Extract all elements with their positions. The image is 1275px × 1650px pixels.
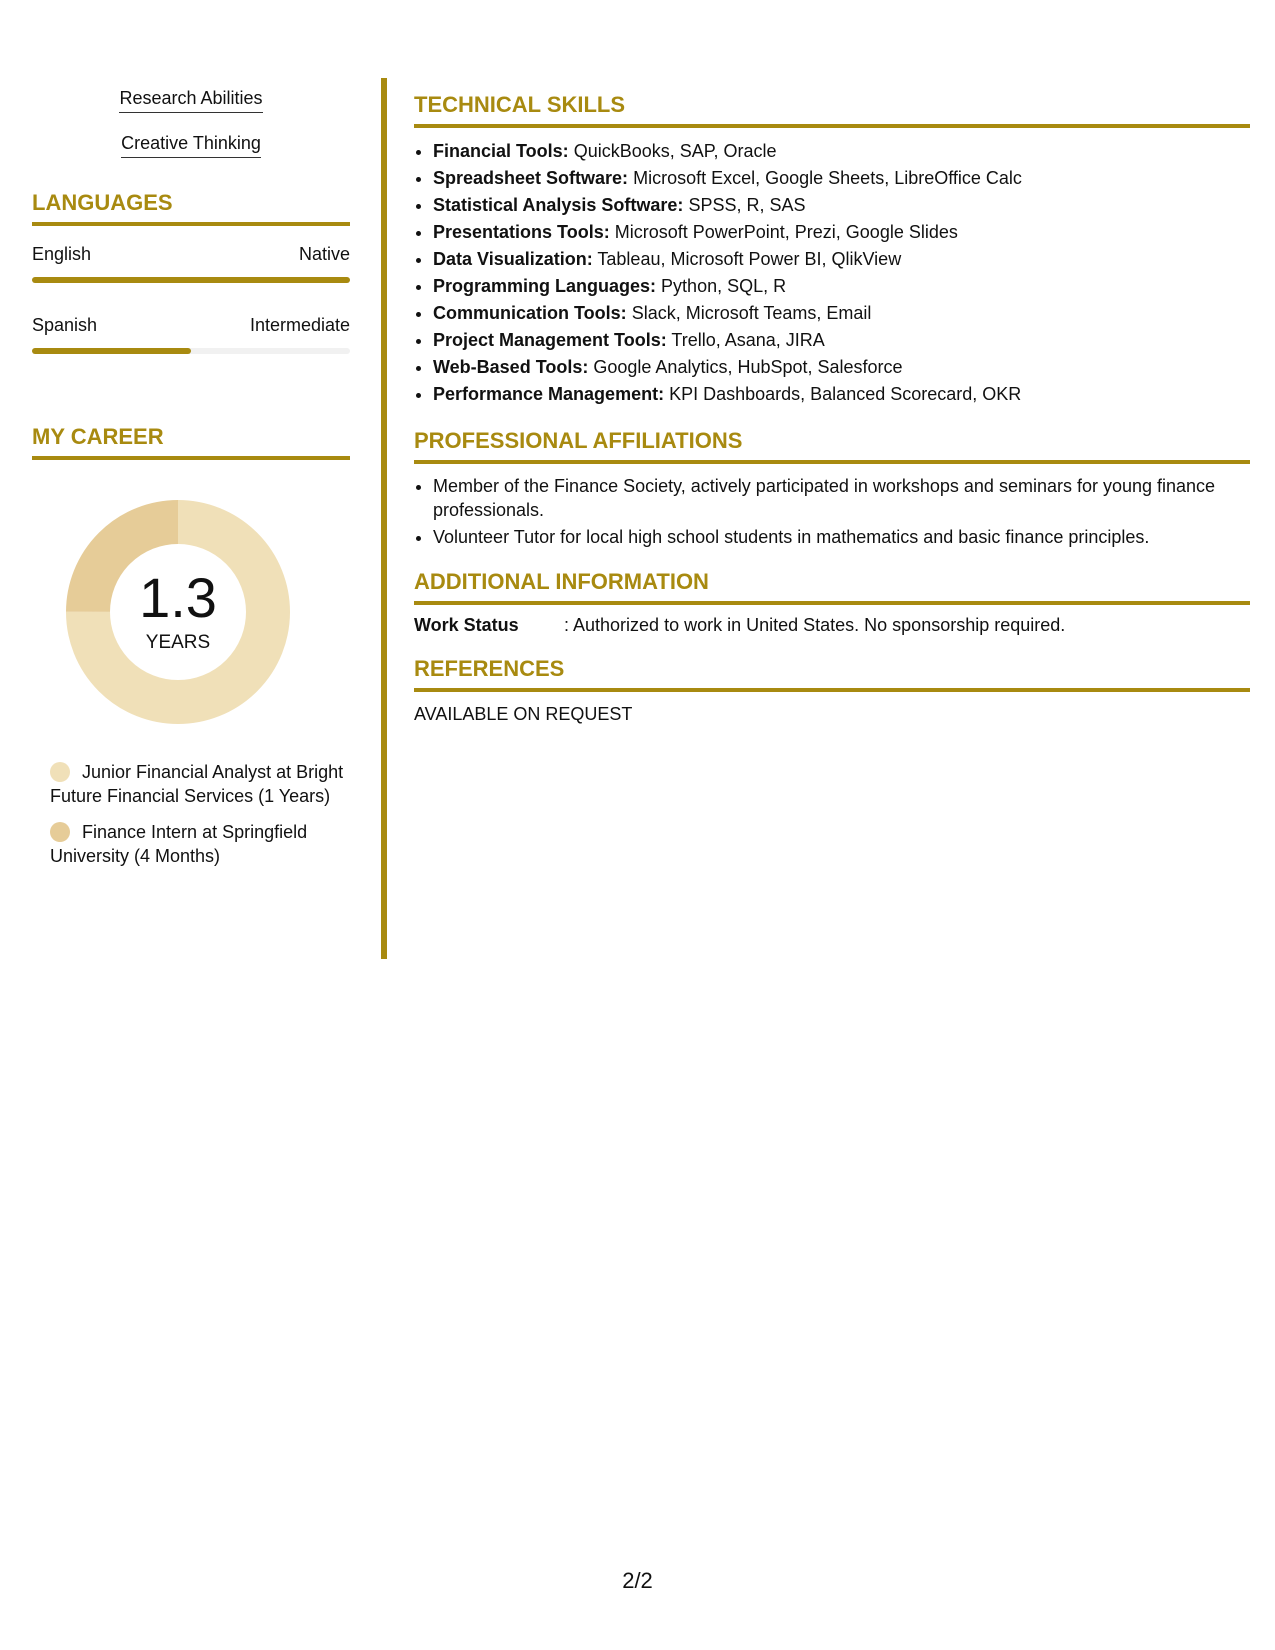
skill-label: Web-Based Tools: (433, 357, 589, 377)
list-item (433, 192, 1250, 219)
language-proficiency-fill (32, 277, 350, 283)
technical-skills-list (414, 138, 1250, 408)
career-years-label: YEARS (145, 632, 211, 653)
skill-label: Financial Tools: (433, 141, 569, 161)
language-name: Spanish (32, 315, 98, 335)
list-item (433, 327, 1250, 354)
left-column (32, 76, 350, 880)
right-column (414, 92, 1250, 725)
career-legend (50, 760, 350, 868)
skill-label: Communication Tools: (433, 303, 627, 323)
language-level: Intermediate (249, 315, 350, 335)
work-status-value: : Authorized to work in United States. No sponsorship required. (564, 615, 1066, 635)
references-heading: REFERENCES (414, 656, 1250, 692)
technical-skills-heading: TECHNICAL SKILLS (414, 92, 1250, 128)
skill-label: Presentations Tools: (433, 222, 610, 242)
language-name: English (32, 244, 92, 264)
list-item: • Member of the Finance Society, actively participated in workshops and seminars for young finance professionals. (433, 474, 1250, 522)
language-level: Native (298, 244, 350, 264)
language-item (32, 315, 350, 354)
career-heading: MY CAREER (32, 424, 350, 460)
list-item (433, 165, 1250, 192)
legend-dot-icon (50, 762, 70, 782)
language-item (32, 244, 350, 283)
page-number: 2/2 (622, 1568, 653, 1593)
work-status-label: Work Status (414, 615, 519, 635)
career-donut-chart (66, 500, 290, 724)
skill-tag: Research Abilities (119, 88, 262, 113)
list-item (433, 138, 1250, 165)
list-item (433, 381, 1250, 408)
career-total-years: 1.3 (139, 566, 217, 629)
affiliations-heading: PROFESSIONAL AFFILIATIONS (414, 428, 1250, 464)
list-item (433, 273, 1250, 300)
skill-value: Python, SQL, R (661, 276, 787, 296)
language-proficiency-fill (32, 348, 191, 354)
skill-label: Spreadsheet Software: (433, 168, 629, 188)
skill-label: Programming Languages: (433, 276, 657, 296)
legend-dot-icon (50, 822, 70, 842)
skill-value: Microsoft PowerPoint, Prezi, Google Slides (614, 222, 958, 242)
list-item (433, 354, 1250, 381)
list-item (433, 300, 1250, 327)
career-legend-item (50, 760, 350, 808)
language-proficiency-bar (32, 348, 350, 354)
skill-value: Tableau, Microsoft Power BI, QlikView (597, 249, 902, 269)
list-item (433, 246, 1250, 273)
list-item (433, 219, 1250, 246)
skill-value: Trello, Asana, JIRA (671, 330, 825, 350)
skill-label: Data Visualization: (433, 249, 593, 269)
skill-label: Project Management Tools: (433, 330, 667, 350)
references-text: AVAILABLE ON REQUEST (414, 704, 633, 724)
skill-tag: Creative Thinking (121, 133, 261, 158)
career-legend-item (50, 820, 350, 868)
additional-info-heading: ADDITIONAL INFORMATION (414, 569, 1250, 605)
career-legend-text: Junior Financial Analyst at Bright Future Financial Services (1 Years) (50, 762, 344, 806)
language-proficiency-bar (32, 277, 350, 283)
skill-value: Slack, Microsoft Teams, Email (631, 303, 872, 323)
skill-value: QuickBooks, SAP, Oracle (573, 141, 777, 161)
column-divider (381, 78, 387, 959)
languages-heading: LANGUAGES (32, 190, 350, 226)
skill-value: KPI Dashboards, Balanced Scorecard, OKR (669, 384, 1022, 404)
affiliations-list (414, 474, 1250, 549)
skill-label: Statistical Analysis Software: (433, 195, 684, 215)
skill-label: Performance Management: (433, 384, 665, 404)
skills-list (32, 88, 350, 158)
skill-value: SPSS, R, SAS (688, 195, 806, 215)
list-item: • Volunteer Tutor for local high school students in mathematics and basic finance principles. (433, 525, 1250, 549)
career-legend-text: Finance Intern at Springfield University (4 Months) (50, 822, 308, 866)
skill-value: Microsoft Excel, Google Sheets, LibreOffice Calc (633, 168, 1022, 188)
skill-value: Google Analytics, HubSpot, Salesforce (593, 357, 903, 377)
work-status-row (414, 615, 1250, 636)
